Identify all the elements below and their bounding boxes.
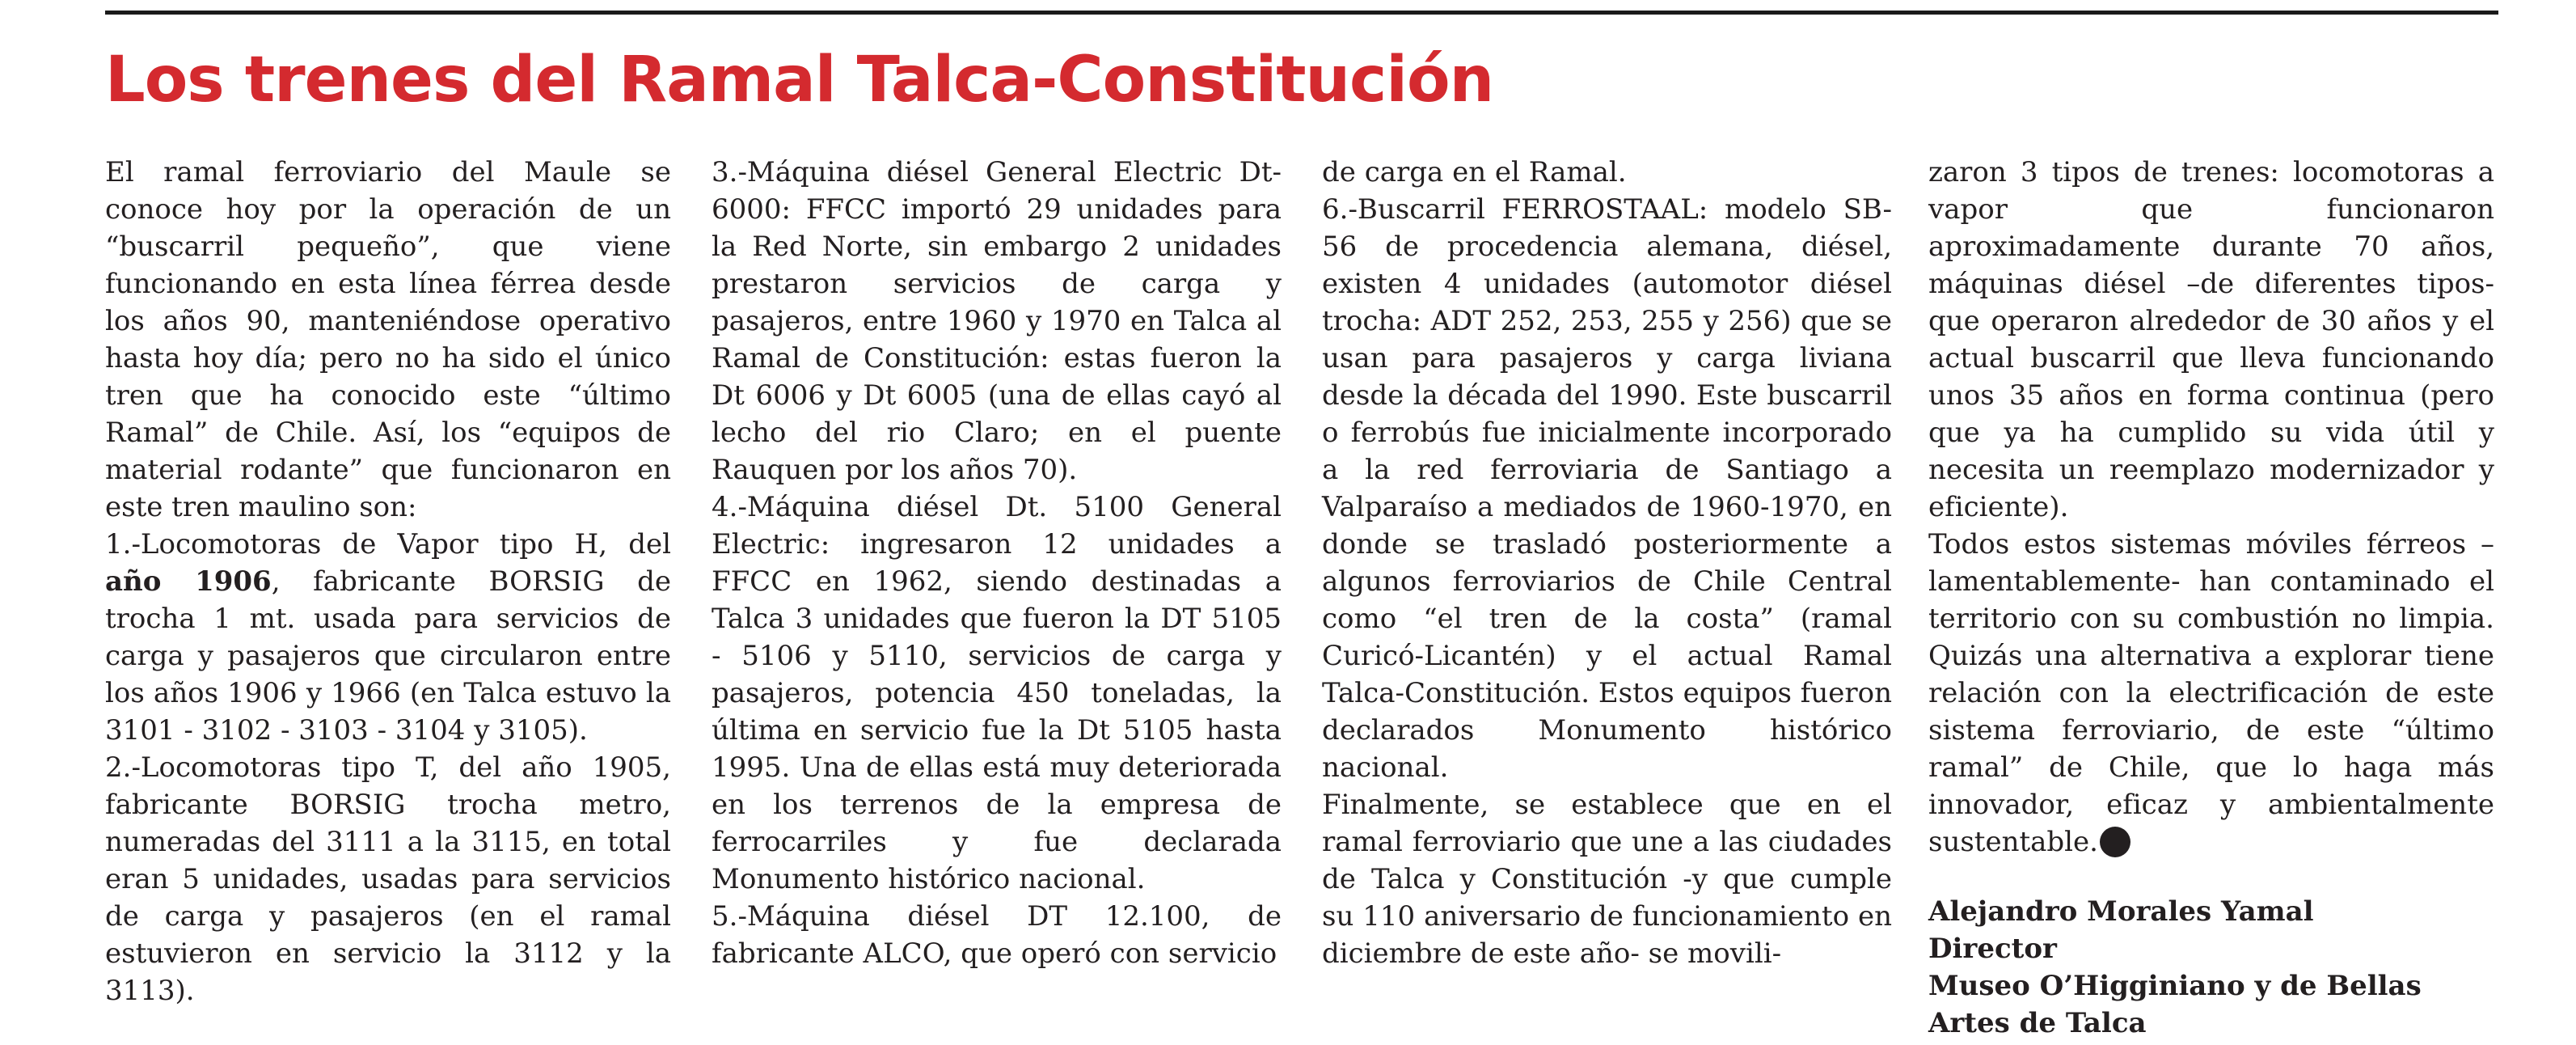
- article-column-1: [105, 154, 671, 1009]
- paragraph: zaron 3 tipos de trenes: locomotoras a vapor que funcionaron aproximadamente durante 70 años, máquinas diésel –de diferentes tipos- que operaron alrededor de 30 años y el actual buscarril que lleva funcionando unos 35 años en forma continua (pero que ya ha cumplido su vida útil y necesita un reemplazo modernizador y eficiente).: [1928, 156, 2494, 523]
- author-name: Alejandro Morales Yamal: [1928, 895, 2314, 928]
- author-institution: Museo O’Higginiano y de Bellas Artes de Talca: [1928, 970, 2422, 1039]
- paragraph: 6.-Buscarril FERROSTAAL: modelo SB-56 de procedencia alemana, diésel, existen 4 unidades (automotor diésel trocha: ADT 252, 253, 255 y 256) que se usan para pasajeros y carga liviana desde la década del 1990. Este buscarril o ferrobús fue inicialmente incorporado a la red ferroviaria de Santiago a Valparaíso a mediados de 1960-1970, en donde se trasladó posteriormente a algunos ferroviarios de Chile Central como “el tren de la costa” (ramal Curicó-Licantén) y el actual Ramal Talca-Constitución. Estos equipos fueron declarados Monumento histórico nacional.: [1322, 193, 1892, 784]
- article-title: Los trenes del Ramal Talca-Constitución: [105, 44, 1494, 116]
- top-rule: [105, 11, 2498, 15]
- text-run: Todos estos sistemas móviles férreos –lamentablemente- han contaminado el territorio con su combustión no limpia. Quizás una alternativa a explorar tiene relación con la electrificación de este sistema ferroviario, de este “último ramal” de Chile, que lo haga más innovador, eficaz y ambientalmente sustentable.: [1928, 528, 2494, 858]
- end-mark-icon: [2100, 827, 2130, 857]
- text-run: 1.-Locomotoras de Vapor tipo H, del: [105, 528, 671, 561]
- paragraph: Finalmente, se establece que en el ramal ferroviario que une a las ciudades de Talca y Constitución -y que cumple su 110 aniversario de funcionamiento en diciembre de este año- se movili-: [1322, 789, 1892, 970]
- author-role: Director: [1928, 933, 2057, 965]
- bold-year: año 1906: [105, 565, 272, 598]
- paragraph: 5.-Máquina diésel DT 12.100, de fabricante ALCO, que operó con servicio: [712, 900, 1282, 970]
- article-column-4: [1928, 154, 2494, 1042]
- author-signature: [1928, 893, 2494, 1042]
- paragraph: El ramal ferroviario del Maule se conoce hoy por la operación de un “buscarril pequeño”, que viene funcionando en esta línea férrea desde los años 90, manteniéndose operativo hasta hoy día; pero no ha sido el único tren que ha conocido este “último Ramal” de Chile. Así, los “equipos de material rodante” que funcionaron en este tren maulino son:: [105, 156, 671, 523]
- article-column-2: [712, 154, 1282, 972]
- text-run: , fabricante BORSIG de trocha 1 mt. usada para servicios de carga y pasajeros que circularon entre los años 1906 y 1966 (en Talca estuvo la 3101 - 3102 - 3103 - 3104 y 3105).: [105, 565, 671, 747]
- paragraph: de carga en el Ramal.: [1322, 156, 1627, 188]
- paragraph: 4.-Máquina diésel Dt. 5100 General Electric: ingresaron 12 unidades a FFCC en 1962, siendo destinadas a Talca 3 unidades que fueron la DT 5105 - 5106 y 5110, servicios de carga y pasajeros, potencia 450 toneladas, la última en servicio fue la Dt 5105 hasta 1995. Una de ellas está muy deteriorada en los terrenos de la empresa de ferrocarriles y fue declarada Monumento histórico nacional.: [712, 491, 1282, 895]
- article-column-3: [1322, 154, 1892, 972]
- paragraph: [1928, 526, 2494, 861]
- paragraph: 2.-Locomotoras tipo T, del año 1905, fabricante BORSIG trocha metro, numeradas del 3111 a la 3115, en total eran 5 unidades, usadas para servicios de carga y pasajeros (en el ramal estuvieron en servicio la 3112 y la 3113).: [105, 751, 671, 1007]
- paragraph: [105, 526, 671, 749]
- paragraph: 3.-Máquina diésel General Electric Dt- 6000: FFCC importó 29 unidades para la Red Norte, sin embargo 2 unidades prestaron servicios de carga y pasajeros, entre 1960 y 1970 en Talca al Ramal de Constitución: estas fueron la Dt 6006 y Dt 6005 (una de ellas cayó al lecho del rio Claro; en el puente Rauquen por los años 70).: [712, 156, 1282, 486]
